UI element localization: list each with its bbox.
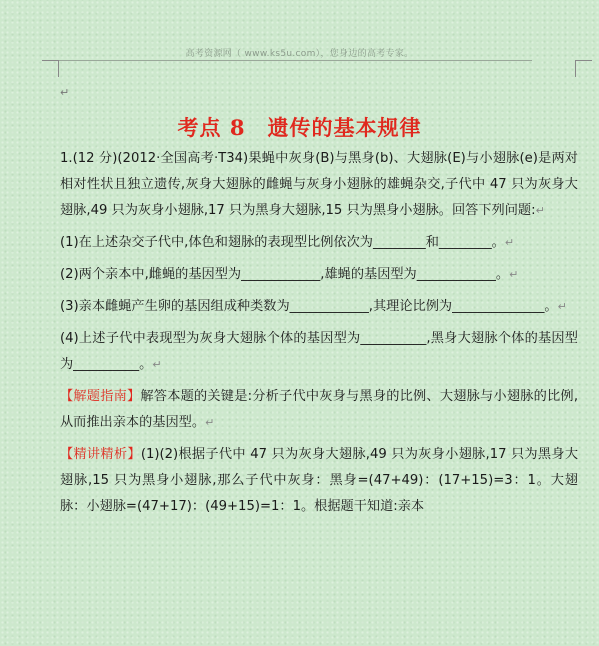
- sub-question-4: (4)上述子代中表现型为灰身大翅脉个体的基因型为__________,黑身大翅脉个体的基因型为__________。↵: [60, 331, 578, 372]
- header-rule: [58, 60, 532, 61]
- paragraph-mark-icon: ↵: [205, 416, 215, 429]
- detailed-analysis: 【精讲精析】(1)(2)根据子代中 47 只为灰身大翅脉,49 只为灰身小翅脉,17 只为黑身大翅脉,15 只为黑身小翅脉,那么子代中灰身：黑身=(47+49)：(17+15)=3：1。大翅脉：小翅脉=(47+17)：(49+15)=1：1。根据题干知道:亲本: [60, 447, 579, 514]
- corner-mark-left: [42, 60, 59, 77]
- paragraph-mark-icon: ↵: [535, 204, 545, 217]
- corner-mark-right: [575, 60, 592, 77]
- guide-tag: 【解题指南】: [60, 389, 141, 404]
- paragraph-mark-icon: ↵: [557, 300, 567, 313]
- paragraph-mark-icon: ↵: [504, 236, 515, 249]
- page-title: 考点 8 遗传的基本规律: [177, 115, 422, 140]
- header-text: 高考资源网（ www.ks5u.com），您身边的高考专家。: [185, 49, 414, 59]
- paragraph-mark-icon: ↵: [60, 86, 70, 99]
- sub-question-2: (2)两个亲本中,雌蝇的基因型为____________,雄蝇的基因型为____________。↵: [60, 267, 519, 282]
- sub-question-1: (1)在上述杂交子代中,体色和翅脉的表现型比例依次为________和________。↵: [60, 235, 515, 250]
- paragraph-mark-icon: ↵: [152, 358, 162, 371]
- analysis-tag: 【精讲精析】: [60, 447, 141, 462]
- sub-question-3: (3)亲本雌蝇产生卵的基因组成种类数为____________,其理论比例为______________。↵: [60, 299, 567, 314]
- paragraph-mark-icon: ↵: [509, 268, 519, 281]
- document-body: [60, 146, 578, 526]
- question-stem: 1.(12 分)(2012·全国高考·T34)果蝇中灰身(B)与黑身(b)、大翅脉(E)与小翅脉(e)是两对相对性状且独立遗传,灰身大翅脉的雌蝇与灰身小翅脉的雄蝇杂交,子代中 47 只为灰身大翅脉,49 只为灰身小翅脉,17 只为黑身大翅脉,15 只为黑身小翅脉。回答下列问题:↵: [60, 151, 578, 218]
- solution-guide: 【解题指南】解答本题的关键是:分析子代中灰身与黑身的比例、大翅脉与小翅脉的比例,从而推出亲本的基因型。↵: [60, 389, 579, 430]
